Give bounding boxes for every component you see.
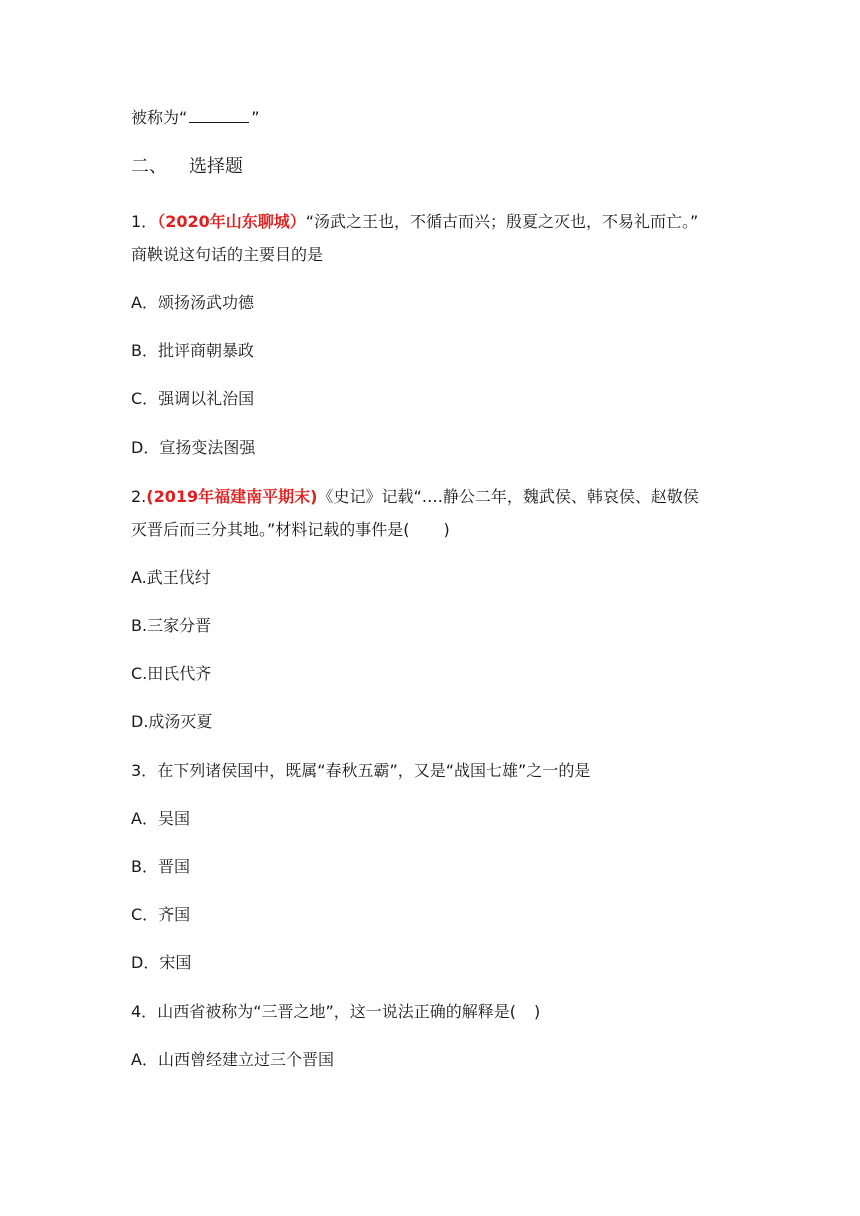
section-heading: [131, 157, 243, 177]
question-1-option-a: A．颂扬汤武功德: [131, 293, 254, 312]
question-source: (2019年福建南平期末): [146, 487, 318, 506]
question-1-option-b: B．批评商朝暴政: [131, 341, 254, 360]
question-number: 1．: [131, 212, 158, 231]
question-text: 灭晋后而三分其地。”材料记载的事件是(: [131, 520, 410, 539]
question-4-option-a: A．山西曾经建立过三个晋国: [131, 1050, 334, 1069]
fill-text-after: ”: [251, 108, 260, 127]
question-2-option-d: D.成汤灭夏: [131, 712, 213, 731]
close-paren: ): [534, 1002, 541, 1021]
question-2-option-c: C.田氏代齐: [131, 664, 212, 683]
question-text: 在下列诸侯国中，既属“春秋五霸”，又是“战国七雄”之一的是: [157, 761, 591, 780]
section-title: 选择题: [189, 156, 243, 177]
section-number: 二、: [131, 156, 167, 177]
question-3-stem: [131, 761, 590, 781]
question-1-option-d: D．宣扬变法图强: [131, 438, 256, 457]
answer-blank: [189, 108, 249, 123]
question-number: 2.: [131, 487, 147, 506]
question-text: “汤武之王也，不循古而兴；殷夏之灭也，不易礼而亡。”: [305, 212, 699, 231]
question-4-stem: [131, 1002, 540, 1022]
question-number: 4．: [131, 1002, 158, 1021]
question-text: 《史记》记载“….静公二年，魏武侯、韩哀侯、赵敬侯: [317, 487, 699, 506]
question-1-stem-cont: 商鞅说这句话的主要目的是: [131, 245, 324, 264]
fill-in-line: [131, 108, 260, 128]
question-2-option-b: B.三家分晋: [131, 616, 212, 635]
fill-text-before: 被称为“: [131, 108, 188, 127]
question-2-option-a: A.武王伐纣: [131, 568, 211, 587]
question-3-option-c: C．齐国: [131, 905, 191, 924]
question-2-stem-cont: [131, 520, 450, 540]
question-1-option-c: C．强调以礼治国: [131, 389, 255, 408]
question-number: 3．: [131, 761, 158, 780]
question-1-stem: [131, 212, 698, 232]
question-text: 山西省被称为“三晋之地”，这一说法正确的解释是(: [157, 1002, 517, 1021]
question-2-stem: [131, 487, 699, 507]
question-3-option-d: D．宋国: [131, 953, 192, 972]
close-paren: ): [443, 520, 450, 539]
question-3-option-b: B．晋国: [131, 857, 190, 876]
question-3-option-a: A．吴国: [131, 809, 190, 828]
question-source: （2020年山东聊城）: [157, 212, 306, 231]
